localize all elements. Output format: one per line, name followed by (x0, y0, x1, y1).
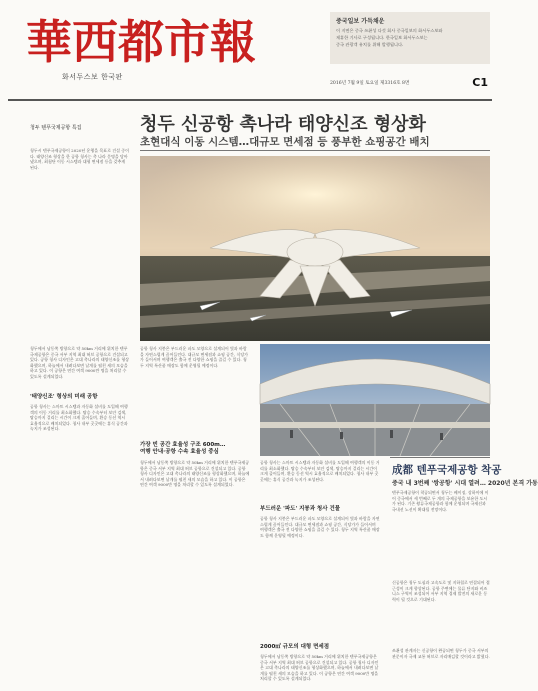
terminal-interior-photo (260, 344, 490, 456)
lead-headline: 청두 신공항 촉나라 태양신조 형상화 (140, 114, 426, 135)
body-column: 청두에서 남동쪽 방향으로 약 50km 거리에 위치한 텐푸국제공항은 중국 서부 지역 최대 허브 공항으로 건설되고 있다. 공항 청사 디자인은 고대 촉나라의 태양신조를 형상화했으며, 하늘에서 내려다보면 날개를 펼친 새의 모습을 하고 있다. 이 공항은 연간 여객 9000만 명을 처리할 수 있도록 설계되었다. (140, 460, 250, 488)
promo-title: 중국일보 가득채운 (336, 18, 385, 25)
story2-deck: 중국 내 3번째 '쌍공항' 시대 열려… 2020년 본격 가동 (392, 480, 538, 487)
body-column: 청두에서 남동쪽 방향으로 약 50km 거리에 위치한 텐푸국제공항은 중국 서부 지역 최대 허브 공항으로 건설되고 있다. 공항 청사 디자인은 고대 촉나라의 태양신조를 형상화했으며, 하늘에서 내려다보면 날개를 펼친 새의 모습을 하고 있다. 이 공항은 연간 여객 9000만 명을 처리할 수 있도록 설계되었다. (260, 654, 379, 682)
newspaper-subtitle: 화서두스보 한국판 (62, 73, 123, 81)
promo-line: 중국 관광객 유치를 위해 발행됩니다. (336, 42, 404, 47)
body-column: 공항 청사는 스마트 시스템과 자동화 설비를 도입해 여행객의 이동 거리를 최소화했다. 탑승 수속부터 보안 검색, 탑승까지 걸리는 시간이 크게 줄어들며, 환승 동선 역시 효율적으로 배치되었다. 청사 내부 곳곳에는 휴식 공간과 녹지가 조성된다. (260, 460, 380, 482)
deck-rule (140, 150, 490, 151)
promo-box (330, 12, 490, 64)
story2-headline: 成都 텐푸국제공항 착공 (392, 464, 502, 476)
promo-line: 이 지면은 중국 쓰촨성 다섯 회사 중국일보의 화서두스보와 (336, 28, 443, 33)
body-column: 청두에서 남동쪽 방향으로 약 50km 거리에 위치한 텐푸국제공항은 중국 서부 지역 최대 허브 공항으로 건설되고 있다. 공항 청사 디자인은 고대 촉나라의 태양신조를 형상화했으며, 하늘에서 내려다보면 날개를 펼친 새의 모습을 하고 있다. 이 공항은 연간 여객 9000만 명을 처리할 수 있도록 설계되었다. (30, 346, 130, 379)
subhead: '태양신조' 형상의 미래 공항 (30, 394, 98, 400)
subhead: 가장 빈 공간 효율성 구조 600m… (140, 442, 226, 448)
body-column: 공항 청사는 스마트 시스템과 자동화 설비를 도입해 여행객의 이동 거리를 최소화했다. 탑승 수속부터 보안 검색, 탑승까지 걸리는 시간이 크게 줄어들며, 환승 동선 역시 효율적으로 배치되었다. 청사 내부 곳곳에는 휴식 공간과 녹지가 조성된다. (30, 404, 128, 432)
newspaper-logo (26, 14, 258, 68)
masthead (0, 0, 500, 100)
masthead-rule (8, 99, 492, 101)
body-column: 텐푸국제공항이 착공되면서 청두는 베이징, 상하이에 이어 중국에서 세 번째로 두 개의 국제공항을 보유한 도시가 된다. 기존 솽류국제공항과 함께 운영되며 국제선과 국내선 노선이 확대될 전망이다. (392, 490, 489, 512)
subhead: 부드러운 '파도' 지붕과 청사 건물 (260, 506, 341, 512)
page-number: C1 (472, 76, 488, 89)
section-kicker: 청두 텐푸국제공항 특집 (30, 125, 82, 131)
body-column: 쓰촨성 관계자는 신공항이 완공되면 청두가 중국 서부의 관문이자 국제 교통 허브로 자리매김할 것이라고 밝혔다. (392, 648, 490, 659)
promo-line: 제휴한 기사로 구성됩니다. 한국일보 화서두스보는 (336, 35, 428, 40)
body-column: 공항 청사 지붕은 부드러운 파도 모양으로 설계되어 빛과 바람을 자연스럽게 끌어들인다. 대규모 면세점과 쇼핑 공간, 식당가가 들어서며 여행객은 출국 전 다양한 쇼핑을 즐길 수 있다. 청두 지역 특산품 매장도 함께 운영될 예정이다. (260, 516, 380, 538)
subhead: 여행 안내·공항 수속 효율성 중심 (140, 449, 219, 455)
body-column: 공항 청사 지붕은 부드러운 파도 모양으로 설계되어 빛과 바람을 자연스럽게 끌어들인다. 대규모 면세점과 쇼핑 공간, 식당가가 들어서며 여행객은 출국 전 다양한 쇼핑을 즐길 수 있다. 청두 지역 특산품 매장도 함께 운영될 예정이다. (140, 346, 249, 368)
story2-rule (390, 457, 490, 458)
dateline: 2016년 7월 9일 토요일 제3316호 8면 (330, 81, 410, 86)
airport-render-photo (140, 156, 490, 341)
lead-deck: 초현대식 이동 시스템…대규모 면세점 등 풍부한 쇼핑공간 배치 (140, 136, 430, 148)
body-column: 신공항은 청두 도심과 고속도로 및 지하철로 연결되어 접근성이 크게 향상된다. 공항 주변에는 물류 단지와 비즈니스 구역이 조성되어 서부 지역 경제 발전의 새로운 동력이 될 것으로 기대된다. (392, 580, 490, 602)
lead-intro: 청두시 텐푸국제공항이 2020년 운행을 목표로 건설 중이다. 태양신조 형상을 한 공항 청사는 촉 나라 문명을 담아냈으며, 최첨단 이동 시스템과 대형 면세점 등을 갖추게 된다. (30, 148, 129, 170)
subhead: 2000㎡ 규모의 대형 면세점 (260, 644, 330, 650)
logo-text: 華西都市報 (26, 15, 256, 69)
